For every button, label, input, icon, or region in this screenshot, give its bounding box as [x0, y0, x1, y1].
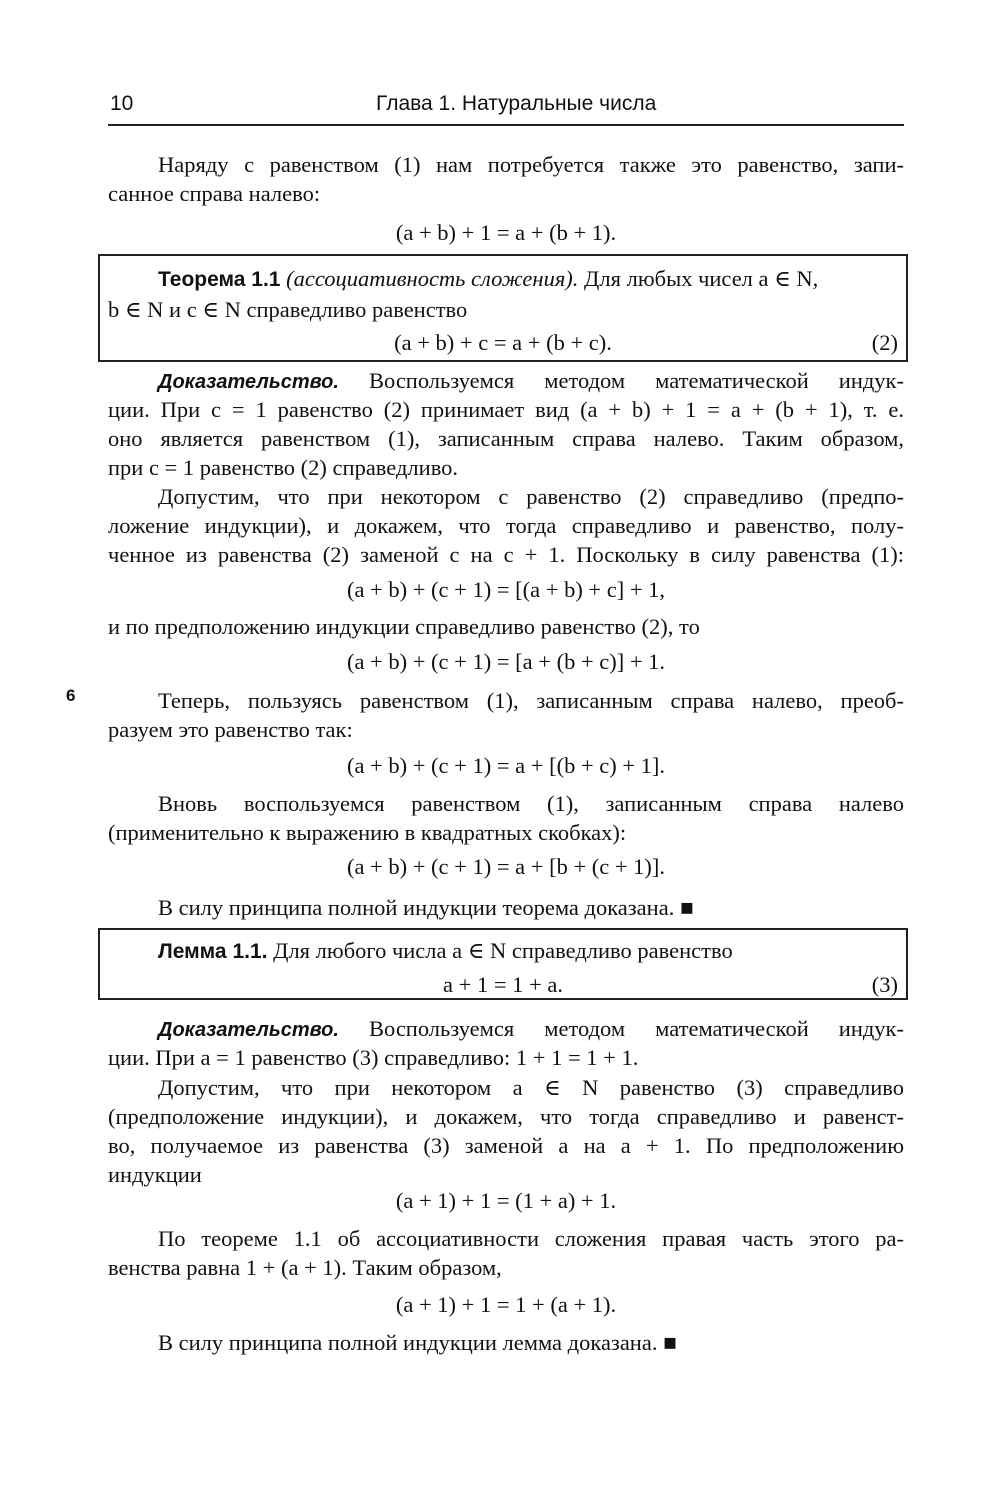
proof1-p5-line-1: Вновь воспользуемся равенством (1), записанным справа налево — [158, 791, 904, 816]
proof2-end: В силу принципа полной индукции лемма доказана. ■ — [158, 1330, 677, 1355]
proof1-p2-line-2: ложение индукции), и докажем, что тогда справедливо и равенство, полу- — [108, 513, 904, 538]
theorem-subtitle: (ассоциативность сложения). — [286, 266, 579, 291]
proof1-p4-line-1: Теперь, пользуясь равенством (1), записанным справа налево, преоб- — [158, 688, 904, 713]
proof1-line-2: ции. При c = 1 равенство (2) принимает вид (a + b) + 1 = a + (b + 1), т. е. — [108, 397, 904, 422]
lemma-first-line — [158, 936, 733, 966]
proof1-line-1 — [108, 366, 904, 397]
margin-mark: 6 — [66, 686, 76, 705]
proof1-p4-line-2: разуем это равенство так: — [108, 717, 353, 742]
proof2-line-2: ции. При a = 1 равенство (3) справедливо: 1 + 1 = 1 + 1. — [108, 1045, 639, 1070]
lemma-title: Лемма 1.1. — [158, 940, 268, 963]
running-header — [108, 88, 904, 126]
lemma-formula: a + 1 = 1 + a. — [443, 972, 563, 997]
chapter-title: Глава 1. Натуральные числа — [376, 92, 657, 115]
proof1-p5-line-2: (применительно к выражению в квадратных скобках): — [108, 820, 627, 845]
proof2-p2-line-1: Допустим, что при некотором a ∈ N равенство (3) справедливо — [158, 1075, 904, 1100]
proof2-p3-line-1: По теореме 1.1 об ассоциативности сложения правая часть этого ра- — [158, 1226, 904, 1251]
proof2-p2-line-4: индукции — [108, 1162, 202, 1187]
proof1-formula-1: (a + b) + (c + 1) = [(a + b) + c] + 1, — [346, 577, 666, 602]
theorem-text-2: b ∈ N и c ∈ N справедливо равенство — [108, 297, 468, 322]
intro-line-2: санное справа налево: — [108, 181, 321, 206]
theorem-formula: (a + b) + c = a + (b + c). — [394, 330, 612, 355]
equation-number-3: (3) — [871, 972, 898, 997]
page-number: 10 — [110, 92, 134, 115]
lemma-box — [98, 928, 908, 1000]
proof1-p2-line-1: Допустим, что при некотором c равенство (2) справедливо (предпо- — [158, 484, 904, 509]
proof2-p2-line-3: во, получаемое из равенства (3) заменой a на a + 1. По предположению — [108, 1133, 904, 1158]
equation-number-2: (2) — [871, 330, 898, 355]
proof1-label: Доказательство. — [158, 371, 339, 393]
proof2-line-1 — [108, 1014, 904, 1045]
theorem-text-1: Для любых чисел a ∈ N, — [584, 266, 819, 291]
proof2-label: Доказательство. — [158, 1019, 339, 1041]
proof1-formula-2: (a + b) + (c + 1) = [a + (b + c)] + 1. — [346, 649, 666, 674]
proof1-p2-line-3: ченное из равенства (2) заменой c на c + 1. Поскольку в силу равенства (1): — [108, 542, 904, 567]
proof1-p3: и по предположению индукции справедливо равенство (2), то — [108, 614, 700, 639]
intro-line-1: Наряду с равенством (1) нам потребуется также это равенство, запи- — [158, 152, 904, 177]
proof2-formula-2: (a + 1) + 1 = 1 + (a + 1). — [395, 1292, 617, 1317]
proof1-formula-4: (a + b) + (c + 1) = a + [b + (c + 1)]. — [346, 854, 666, 879]
theorem-first-line — [158, 264, 898, 294]
proof2-p3-line-2: венства равна 1 + (a + 1). Таким образом, — [108, 1255, 502, 1280]
proof1-end: В силу принципа полной индукции теорема доказана. ■ — [158, 895, 694, 920]
proof2-formula-1: (a + 1) + 1 = (1 + a) + 1. — [395, 1188, 617, 1213]
theorem-title: Теорема 1.1 — [158, 268, 281, 291]
proof2-p2-line-2: (предположение индукции), и докажем, что тогда справедливо и равенст- — [108, 1104, 904, 1129]
lemma-text: Для любого числа a ∈ N справедливо равенство — [273, 938, 733, 963]
theorem-box — [98, 254, 908, 362]
formula-1-reversed: (a + b) + 1 = a + (b + 1). — [395, 220, 617, 245]
proof1-line-3: оно является равенством (1), записанным справа налево. Таким образом, — [108, 426, 904, 451]
proof2-line-1-text: Воспользуемся методом математической индук- — [369, 1016, 904, 1041]
proof1-line-1-text: Воспользуемся методом математической индук- — [369, 368, 904, 393]
proof1-line-4: при c = 1 равенство (2) справедливо. — [108, 455, 459, 480]
proof1-formula-3: (a + b) + (c + 1) = a + [(b + c) + 1]. — [346, 753, 666, 778]
